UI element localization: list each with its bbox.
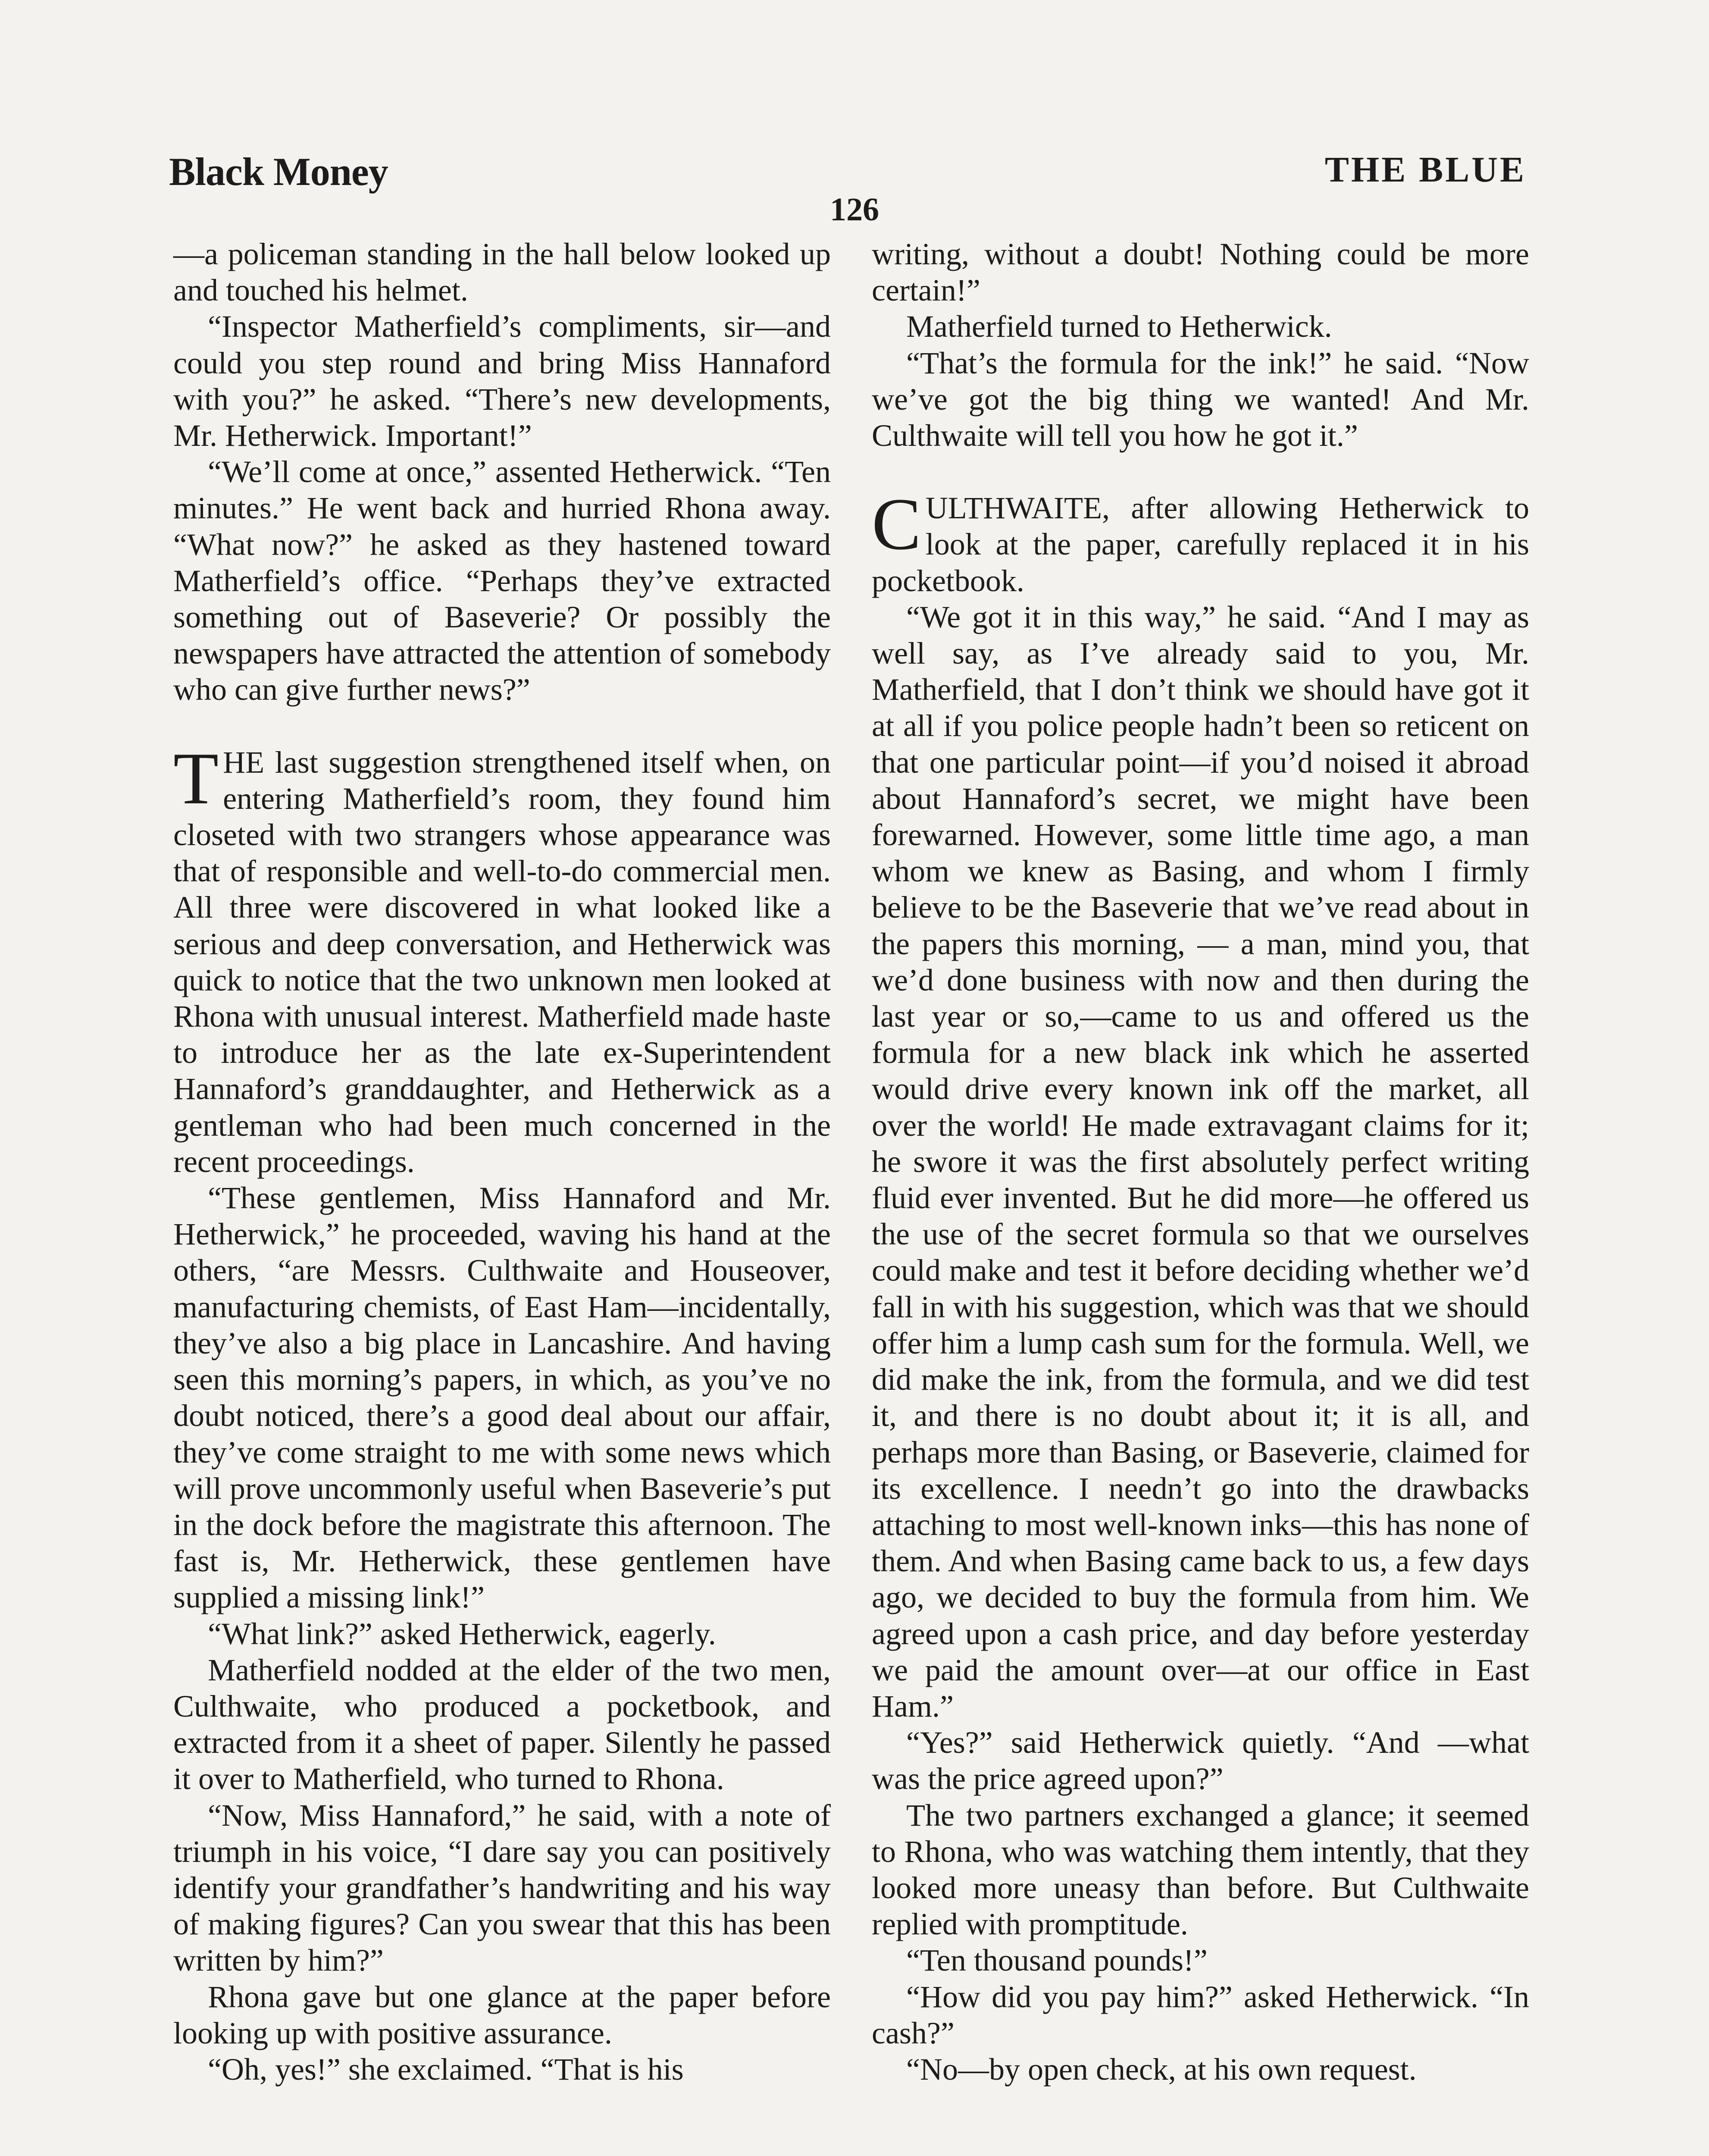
paragraph: “We got it in this way,” he said. “And I may as well say, as I’ve already said to you, Mr. Matherfield, that I don’t think we should have got it at all if you police people hadn’t been so reticent on that one particular point—if you’d noised it abroad about Hannaford’s secret, we might have been forewarned. However, some little time ago, a man whom we knew as Basing, and whom I firmly believe to be the Baseverie that we’ve read about in the papers this morning, — a man, mind you, that we’d done business with now and then during the last year or so,—came to us and offered us the formula for a new black ink which he asserted would drive every known ink off the market, all over the world! He made extravagant claims for it; he swore it was the first absolutely perfect writing fluid ever invented. But he did more—he offered us the use of the secret formula so that we ourselves could make and test it before deciding whether we’d fall in with his suggestion, which was that we should offer him a lump cash sum for the formula. Well, we did make the ink, from the formula, and we did test it, and there is no doubt about it; it is all, and perhaps more than Basing, or Baseverie, claimed for its excellence. I needn’t go into the drawbacks attaching to most well-known inks—this has none of them. And when Basing came back to us, a few days ago, we decided to buy the formula from him. We agreed upon a cash price, and day before yesterday we paid the amount over—at our office in East Ham.” bbox=[872, 599, 1529, 1724]
paragraph: “Now, Miss Hannaford,” he said, with a note of triumph in his voice, “I dare say you can positively identify your grandfather’s handwriting and his way of making figures? Can you swear that this has been written by him?” bbox=[173, 1798, 831, 1978]
story-title: Black Money bbox=[169, 150, 388, 194]
magazine-name: THE BLUE bbox=[1324, 150, 1526, 190]
paragraph-text: ULTHWAITE, after allowing Hetherwick to look at the paper, carefully replaced it in his pocketbook. bbox=[872, 491, 1529, 598]
section-paragraph bbox=[173, 737, 831, 1180]
drop-cap: T bbox=[173, 737, 219, 820]
paragraph: “No—by open check, at his own request. bbox=[906, 2052, 1417, 2087]
paragraph: “How did you pay him?” asked Hetherwick. “In cash?” bbox=[872, 1979, 1529, 2050]
paragraph: Matherfield nodded at the elder of the two men, Culthwaite, who produced a pocketbook, and extracted from it a sheet of paper. Silently he passed it over to Matherfield, who turned to Rhona. bbox=[173, 1652, 831, 1796]
paragraph: Matherfield turned to Hetherwick. bbox=[906, 309, 1332, 344]
paragraph: “Ten thousand pounds!” bbox=[906, 1943, 1208, 1978]
paragraph: “We’ll come at once,” assented Hetherwick. “Ten minutes.” He went back and hurried Rhona away. “What now?” he asked as they hastened toward Matherfield’s office. “Perhaps they’ve extracted something out of Baseverie? Or possibly the newspapers have attracted the attention of somebody who can give further news?” bbox=[173, 454, 831, 707]
paragraph: —a policeman standing in the hall below looked up and touched his helmet. bbox=[173, 237, 831, 308]
paragraph: “These gentlemen, Miss Hannaford and Mr. Hetherwick,” he proceeded, waving his hand at the others, “are Messrs. Culthwaite and Houseover, manufacturing chemists, of East Ham—incidentally, they’ve also a big place in Lancashire. And having seen this morning’s papers, in which, as you’ve no doubt noticed, there’s a good deal about our affair, they’ve come straight to me with some news which will prove uncommonly useful when Baseverie’s put in the dock before the magistrate this afternoon. The fast is, Mr. Hetherwick, these gentlemen have supplied a missing link!” bbox=[173, 1181, 831, 1615]
paragraph: The two partners exchanged a glance; it seemed to Rhona, who was watching them intently, that they looked more uneasy than before. But Culthwaite replied with promptitude. bbox=[872, 1798, 1529, 1942]
paragraph: “What link?” asked Hetherwick, eagerly. bbox=[208, 1616, 716, 1651]
drop-cap: C bbox=[872, 483, 921, 566]
paragraph: “That’s the formula for the ink!” he said. “Now we’ve got the big thing we wanted! And Mr. Culthwaite will tell you how he got it.” bbox=[872, 345, 1529, 453]
section-paragraph bbox=[872, 483, 1529, 599]
paragraph-text: HE last suggestion strengthened itself when, on entering Matherfield’s room, they found him closeted with two strangers whose appearance was that of responsible and well-to-do commercial men. All three were discovered in what looked like a serious and deep conversation, and Hetherwick was quick to notice that the two unknown men looked at Rhona with unusual interest. Matherfield made haste to introduce her as the late ex-Superintendent Hannaford’s granddaughter, and Hetherwick as a gentleman who had been much concerned in the recent proceedings. bbox=[173, 745, 831, 1179]
paragraph: “Inspector Matherfield’s compliments, sir—and could you step round and bring Miss Hannaford with you?” he asked. “There’s new developments, Mr. Hetherwick. Important!” bbox=[173, 309, 831, 453]
page-number: 126 bbox=[830, 191, 879, 228]
paragraph: writing, without a doubt! Nothing could be more certain!” bbox=[872, 237, 1529, 308]
paragraph: Rhona gave but one glance at the paper before looking up with positive assurance. bbox=[173, 1979, 831, 2050]
paragraph: “Oh, yes!” she exclaimed. “That is his bbox=[208, 2052, 684, 2087]
right-column bbox=[872, 236, 1529, 2087]
left-column bbox=[173, 236, 831, 2087]
paragraph: “Yes?” said Hetherwick quietly. “And —what was the price agreed upon?” bbox=[872, 1725, 1529, 1796]
